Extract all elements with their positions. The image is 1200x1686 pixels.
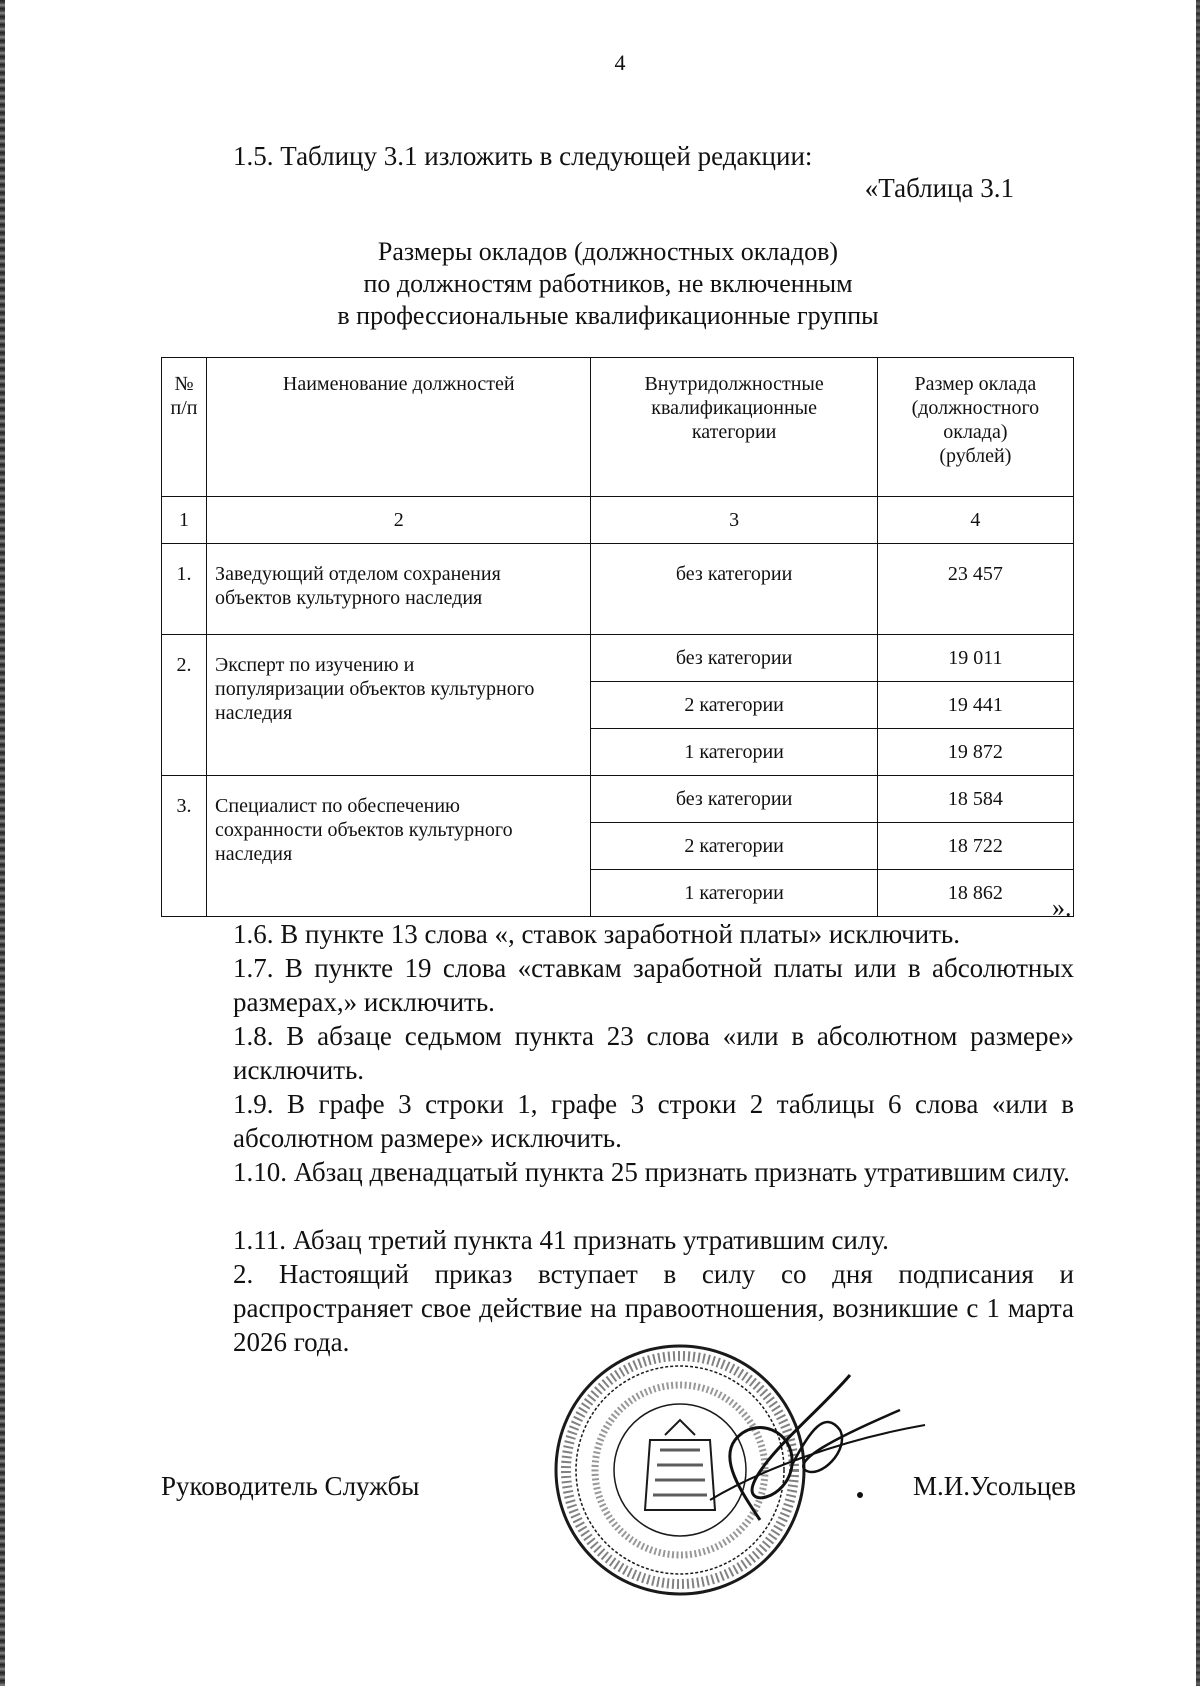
table-title-line: по должностям работников, не включенным: [363, 269, 853, 298]
row-number: 1.: [162, 544, 207, 635]
category-cell: без категории: [591, 776, 877, 823]
salary-cell: 19 872: [877, 729, 1073, 776]
column-number: 3: [591, 497, 877, 544]
category-cell: 2 категории: [591, 823, 877, 870]
category-cell: 1 категории: [591, 729, 877, 776]
category-cell: 1 категории: [591, 870, 877, 917]
clause-1-5: 1.5. Таблицу 3.1 изложить в следующей редакции:: [233, 141, 813, 171]
table-header-row: [162, 358, 1074, 497]
category-cell: без категории: [591, 635, 877, 682]
paragraph-1-7: 1.7. В пункте 19 слова «ставкам заработной платы или в абсолютных размерах,» исключить.: [233, 953, 1074, 1017]
paragraph-1-6: 1.6. В пункте 13 слова «, ставок заработной платы» исключить.: [233, 919, 960, 949]
table-row: [162, 776, 1074, 823]
header-category: Внутридолжностные квалификационные категории: [591, 358, 877, 497]
category-cell: без категории: [591, 544, 877, 635]
salary-cell: 23 457: [877, 544, 1073, 635]
signatory-role: Руководитель Службы: [161, 1471, 420, 1501]
row-number: 3.: [162, 776, 207, 917]
salary-cell: 18 722: [877, 823, 1073, 870]
salary-table: [161, 357, 1074, 917]
header-num: № п/п: [162, 358, 207, 497]
table-title-line: Размеры окладов (должностных окладов): [377, 237, 839, 266]
paragraph-1-10: 1.10. Абзац двенадцатый пункта 25 признать признать утратившим силу.: [233, 1157, 1070, 1187]
header-salary: Размер оклада (должностного оклада) (рублей): [877, 358, 1073, 497]
salary-cell: 19 441: [877, 682, 1073, 729]
position-name: Эксперт по изучению и популяризации объектов культурного наследия: [207, 635, 591, 776]
table-label: «Таблица 3.1: [864, 173, 1014, 203]
paragraph-1-11: 1.11. Абзац третий пункта 41 признать утратившим силу.: [233, 1225, 889, 1255]
table-row: [162, 544, 1074, 635]
paragraph-1-8: 1.8. В абзаце седьмом пункта 23 слова «или в абсолютном размере» исключить.: [233, 1021, 1074, 1085]
salary-cell: 18 862: [877, 870, 1073, 917]
position-name: Заведующий отделом сохранения объектов культурного наследия: [207, 544, 591, 635]
page-number: 4: [614, 50, 626, 75]
column-number-row: [162, 497, 1074, 544]
column-number: 1: [162, 497, 207, 544]
category-cell: 2 категории: [591, 682, 877, 729]
signatory-name: М.И.Усольцев: [913, 1471, 1076, 1501]
handwritten-signature-icon: [700, 1370, 930, 1540]
column-number: 4: [877, 497, 1073, 544]
salary-cell: 19 011: [877, 635, 1073, 682]
column-number: 2: [207, 497, 591, 544]
scan-edge-left: [0, 0, 5, 1686]
table-title-line: в профессиональные квалификационные группы: [337, 301, 879, 330]
salary-cell: 18 584: [877, 776, 1073, 823]
paragraph-2: 2. Настоящий приказ вступает в силу со дня подписания и распространяет свое действие на правоотношения, возникшие с 1 марта 2026 года.: [233, 1259, 1074, 1357]
closing-quote: ».: [1052, 893, 1072, 922]
paragraph-1-9: 1.9. В графе 3 строки 1, графе 3 строки 2 таблицы 6 слова «или в абсолютном размере» исключить.: [233, 1089, 1074, 1153]
header-name: Наименование должностей: [207, 358, 591, 497]
row-number: 2.: [162, 635, 207, 776]
table-row: [162, 635, 1074, 682]
position-name: Специалист по обеспечению сохранности объектов культурного наследия: [207, 776, 591, 917]
scan-edge-right: [1196, 0, 1200, 1686]
table-title: [263, 236, 953, 332]
